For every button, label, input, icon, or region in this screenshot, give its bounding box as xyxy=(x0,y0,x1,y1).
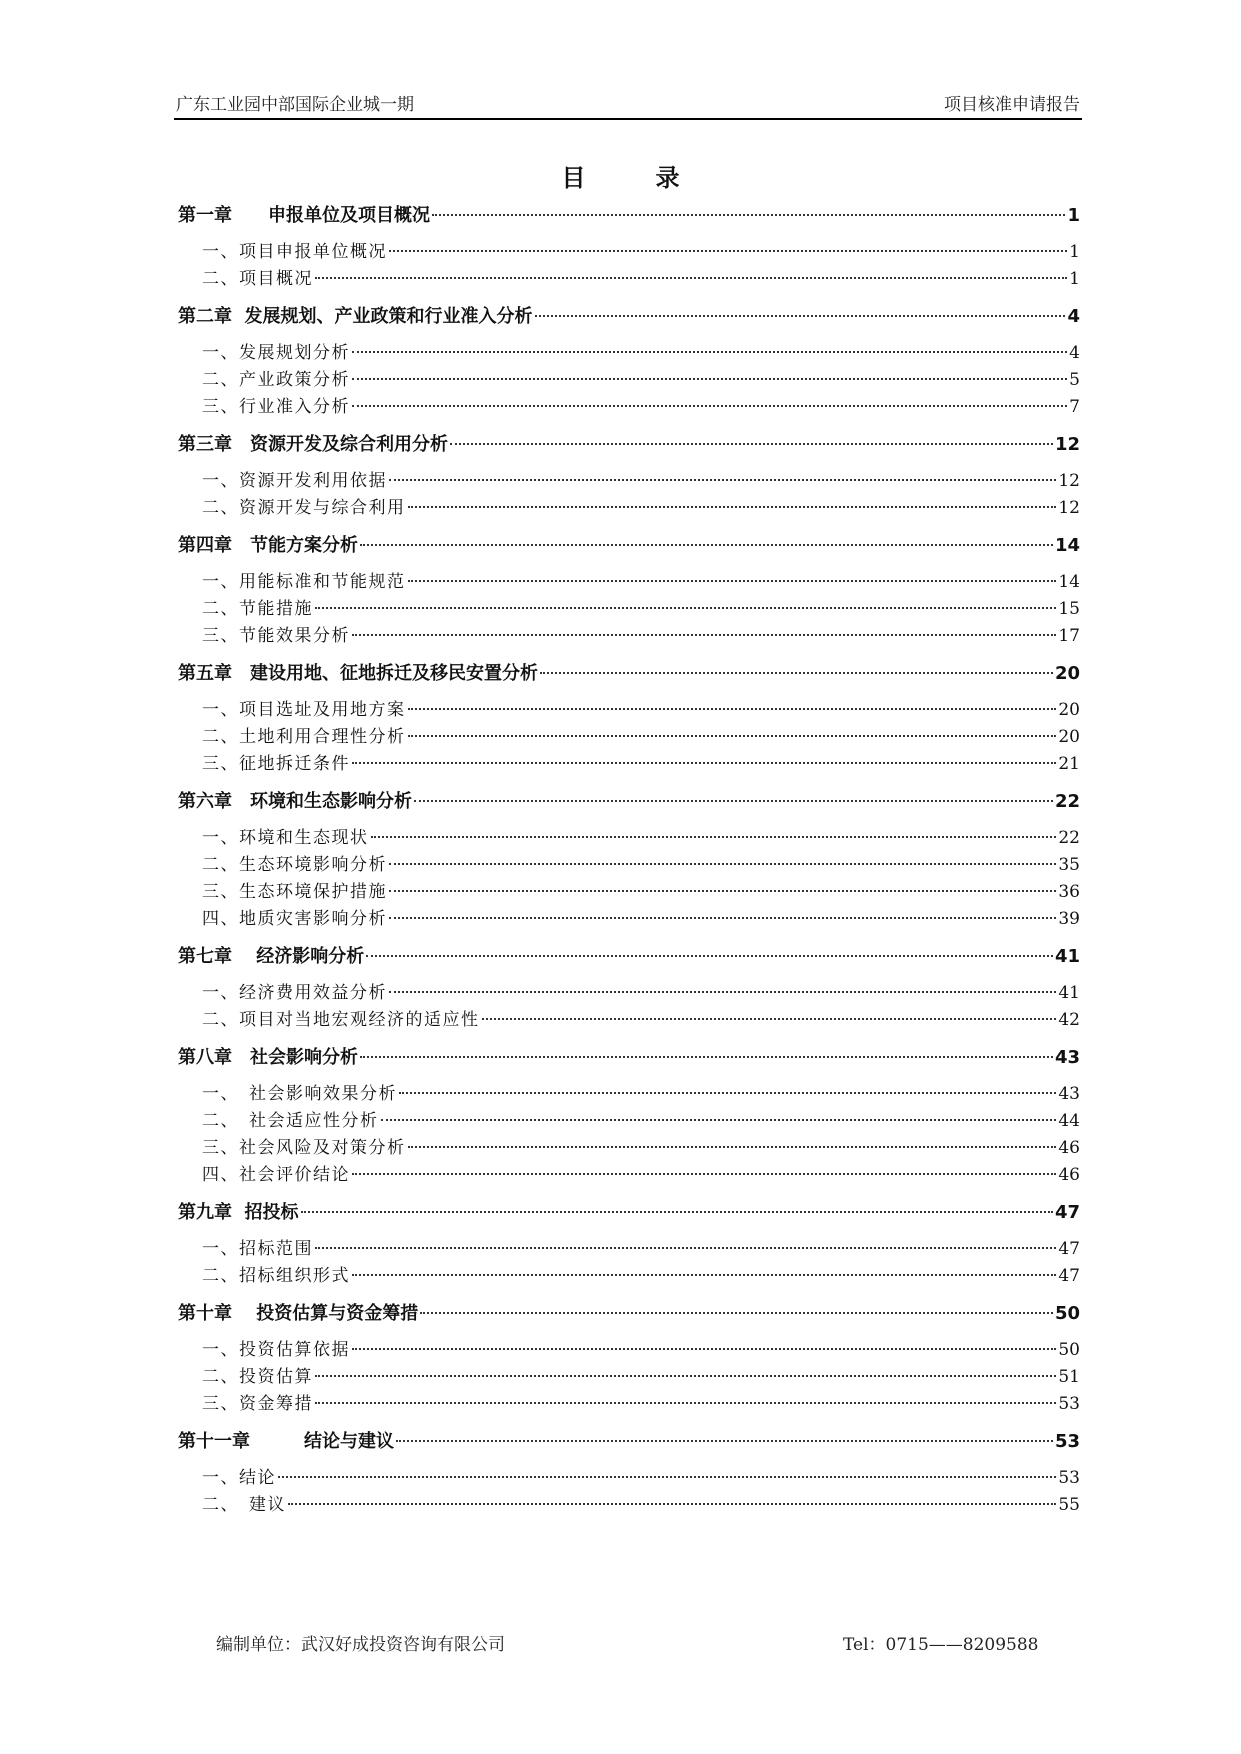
toc-dot-leader xyxy=(408,580,1057,582)
toc-dot-leader xyxy=(352,405,1067,407)
footer-phone: Tel：0715——8209588 xyxy=(843,1635,1039,1655)
toc-entry-label: 四、社会评价结论 xyxy=(202,1165,350,1185)
toc-section-entry[interactable] xyxy=(178,394,1080,421)
toc-chapter-entry[interactable] xyxy=(178,1044,1080,1071)
toc-entry-label: 第八章 社会影响分析 xyxy=(178,1047,358,1068)
header-project-name: 广东工业园中部国际企业城一期 xyxy=(176,95,414,115)
toc-page-number: 42 xyxy=(1058,1010,1080,1030)
toc-entry-label: 一、资源开发利用依据 xyxy=(202,471,387,491)
toc-section-entry[interactable] xyxy=(178,1135,1080,1162)
toc-chapter-entry[interactable] xyxy=(178,943,1080,970)
toc-page-number: 55 xyxy=(1058,1495,1080,1515)
toc-section-entry[interactable] xyxy=(178,1236,1080,1263)
toc-entry-label: 一、经济费用效益分析 xyxy=(202,983,387,1003)
toc-page-number: 1 xyxy=(1069,269,1080,289)
toc-dot-leader xyxy=(360,1056,1053,1058)
toc-entry-label: 第十章 投资估算与资金筹措 xyxy=(178,1303,419,1324)
toc-section-entry[interactable] xyxy=(178,596,1080,623)
toc-page-number: 36 xyxy=(1058,882,1080,902)
toc-page-number: 53 xyxy=(1058,1468,1080,1488)
toc-entry-label: 第六章 环境和生态影响分析 xyxy=(178,791,412,812)
toc-entry-label: 三、行业准入分析 xyxy=(202,397,350,417)
toc-page-number: 39 xyxy=(1058,909,1080,929)
toc-section-entry[interactable] xyxy=(178,1391,1080,1418)
toc-chapter-entry[interactable] xyxy=(178,788,1080,815)
toc-entry-label: 三、社会风险及对策分析 xyxy=(202,1138,406,1158)
toc-page-number: 1 xyxy=(1067,205,1080,226)
toc-page-number: 20 xyxy=(1054,663,1080,684)
toc-entry-label: 二、产业政策分析 xyxy=(202,370,350,390)
toc-dot-leader xyxy=(414,800,1053,802)
toc-page-number: 53 xyxy=(1054,1431,1080,1452)
toc-section-entry[interactable] xyxy=(178,1465,1080,1492)
toc-section-entry[interactable] xyxy=(178,367,1080,394)
toc-section-entry[interactable] xyxy=(178,1007,1080,1034)
toc-entry-label: 二、生态环境影响分析 xyxy=(202,855,387,875)
toc-entry-label: 二、 社会适应性分析 xyxy=(202,1111,379,1131)
toc-page-number: 5 xyxy=(1069,370,1080,390)
toc-dot-leader xyxy=(482,1018,1057,1020)
toc-entry-label: 三、资金筹措 xyxy=(202,1394,313,1414)
table-of-contents xyxy=(178,202,1080,1519)
toc-section-entry[interactable] xyxy=(178,697,1080,724)
toc-dot-leader xyxy=(352,1348,1056,1350)
toc-page-number: 7 xyxy=(1069,397,1080,417)
toc-page-number: 12 xyxy=(1054,434,1080,455)
toc-entry-label: 一、项目选址及用地方案 xyxy=(202,700,406,720)
toc-page-number: 47 xyxy=(1058,1239,1080,1259)
toc-section-entry[interactable] xyxy=(178,1364,1080,1391)
toc-chapter-entry[interactable] xyxy=(178,660,1080,687)
toc-dot-leader xyxy=(301,1211,1053,1213)
toc-page-number: 17 xyxy=(1058,626,1080,646)
toc-entry-label: 第一章 申报单位及项目概况 xyxy=(178,205,430,226)
toc-page-number: 22 xyxy=(1058,828,1080,848)
toc-chapter-entry[interactable] xyxy=(178,1300,1080,1327)
toc-page-number: 51 xyxy=(1058,1367,1080,1387)
toc-dot-leader xyxy=(535,315,1066,317)
toc-dot-leader xyxy=(389,890,1056,892)
toc-page-number: 4 xyxy=(1067,306,1080,327)
toc-dot-leader xyxy=(389,479,1056,481)
toc-entry-label: 二、项目概况 xyxy=(202,269,313,289)
toc-page-number: 4 xyxy=(1069,343,1080,363)
toc-section-entry[interactable] xyxy=(178,569,1080,596)
toc-page-number: 43 xyxy=(1054,1047,1080,1068)
toc-entry-label: 一、项目申报单位概况 xyxy=(202,242,387,262)
toc-dot-leader xyxy=(381,1119,1057,1121)
toc-chapter-entry[interactable] xyxy=(178,431,1080,458)
toc-section-entry[interactable] xyxy=(178,340,1080,367)
toc-dot-leader xyxy=(315,607,1056,609)
toc-dot-leader xyxy=(408,1146,1057,1148)
toc-dot-leader xyxy=(389,991,1056,993)
toc-chapter-entry[interactable] xyxy=(178,202,1080,229)
toc-dot-leader xyxy=(352,351,1067,353)
toc-dot-leader xyxy=(352,378,1067,380)
toc-section-entry[interactable] xyxy=(178,1492,1080,1519)
toc-dot-leader xyxy=(540,672,1053,674)
toc-entry-label: 三、节能效果分析 xyxy=(202,626,350,646)
toc-page-number: 35 xyxy=(1058,855,1080,875)
toc-dot-leader xyxy=(352,762,1056,764)
toc-dot-leader xyxy=(389,250,1067,252)
toc-entry-label: 一、发展规划分析 xyxy=(202,343,350,363)
toc-dot-leader xyxy=(389,917,1056,919)
toc-entry-label: 二、节能措施 xyxy=(202,599,313,619)
toc-chapter-entry[interactable] xyxy=(178,532,1080,559)
toc-entry-label: 二、项目对当地宏观经济的适应性 xyxy=(202,1010,480,1030)
toc-dot-leader xyxy=(315,1247,1056,1249)
toc-section-entry[interactable] xyxy=(178,1162,1080,1189)
toc-entry-label: 三、征地拆迁条件 xyxy=(202,754,350,774)
toc-section-entry[interactable] xyxy=(178,623,1080,650)
toc-entry-label: 一、投资估算依据 xyxy=(202,1340,350,1360)
toc-page-number: 53 xyxy=(1058,1394,1080,1414)
toc-dot-leader xyxy=(396,1440,1053,1442)
toc-page-number: 21 xyxy=(1058,754,1080,774)
toc-dot-leader xyxy=(371,836,1057,838)
toc-entry-label: 第十一章 结论与建议 xyxy=(178,1431,394,1452)
toc-entry-label: 二、投资估算 xyxy=(202,1367,313,1387)
toc-page-number: 20 xyxy=(1058,727,1080,747)
toc-entry-label: 二、土地利用合理性分析 xyxy=(202,727,406,747)
toc-entry-label: 二、招标组织形式 xyxy=(202,1266,350,1286)
toc-dot-leader xyxy=(366,955,1053,957)
toc-page-number: 22 xyxy=(1054,791,1080,812)
toc-entry-label: 四、地质灾害影响分析 xyxy=(202,909,387,929)
toc-section-entry[interactable] xyxy=(178,495,1080,522)
toc-dot-leader xyxy=(389,863,1056,865)
toc-section-entry[interactable] xyxy=(178,468,1080,495)
toc-dot-leader xyxy=(352,634,1056,636)
toc-entry-label: 一、环境和生态现状 xyxy=(202,828,369,848)
footer-organization: 编制单位：武汉好成投资咨询有限公司 xyxy=(216,1635,505,1655)
toc-page-number: 15 xyxy=(1058,599,1080,619)
toc-page-number: 12 xyxy=(1058,498,1080,518)
toc-dot-leader xyxy=(315,277,1067,279)
toc-section-entry[interactable] xyxy=(178,825,1080,852)
toc-page-number: 20 xyxy=(1058,700,1080,720)
toc-section-entry[interactable] xyxy=(178,980,1080,1007)
toc-entry-label: 三、生态环境保护措施 xyxy=(202,882,387,902)
toc-dot-leader xyxy=(399,1092,1056,1094)
toc-section-entry[interactable] xyxy=(178,852,1080,879)
toc-section-entry[interactable] xyxy=(178,1263,1080,1290)
toc-dot-leader xyxy=(420,1312,1053,1314)
toc-dot-leader xyxy=(278,1476,1056,1478)
toc-page-number: 1 xyxy=(1069,242,1080,262)
toc-page-number: 14 xyxy=(1054,535,1080,556)
toc-page-number: 46 xyxy=(1058,1165,1080,1185)
toc-page-number: 46 xyxy=(1058,1138,1080,1158)
toc-page-number: 41 xyxy=(1054,946,1080,967)
toc-dot-leader xyxy=(408,735,1057,737)
toc-entry-label: 一、 社会影响效果分析 xyxy=(202,1084,397,1104)
toc-page-number: 44 xyxy=(1058,1111,1080,1131)
toc-section-entry[interactable] xyxy=(178,266,1080,293)
toc-entry-label: 一、招标范围 xyxy=(202,1239,313,1259)
toc-page-number: 43 xyxy=(1058,1084,1080,1104)
toc-dot-leader xyxy=(315,1375,1056,1377)
toc-section-entry[interactable] xyxy=(178,1337,1080,1364)
toc-entry-label: 第九章 招投标 xyxy=(178,1202,299,1223)
header-report-type: 项目核准申请报告 xyxy=(944,95,1080,115)
toc-chapter-entry[interactable] xyxy=(178,1199,1080,1226)
toc-section-entry[interactable] xyxy=(178,751,1080,778)
toc-dot-leader xyxy=(288,1503,1056,1505)
toc-page-number: 47 xyxy=(1054,1202,1080,1223)
toc-entry-label: 一、用能标准和节能规范 xyxy=(202,572,406,592)
toc-dot-leader xyxy=(360,544,1053,546)
page-title: 目录 xyxy=(561,164,750,192)
toc-entry-label: 第二章 发展规划、产业政策和行业准入分析 xyxy=(178,306,533,327)
toc-chapter-entry[interactable] xyxy=(178,303,1080,330)
toc-section-entry[interactable] xyxy=(178,1108,1080,1135)
toc-page-number: 47 xyxy=(1058,1266,1080,1286)
toc-dot-leader xyxy=(450,443,1053,445)
toc-entry-label: 第五章 建设用地、征地拆迁及移民安置分析 xyxy=(178,663,538,684)
toc-page-number: 41 xyxy=(1058,983,1080,1003)
toc-dot-leader xyxy=(315,1402,1056,1404)
toc-section-entry[interactable] xyxy=(178,1081,1080,1108)
toc-dot-leader xyxy=(408,506,1057,508)
toc-section-entry[interactable] xyxy=(178,906,1080,933)
toc-section-entry[interactable] xyxy=(178,239,1080,266)
toc-page-number: 50 xyxy=(1058,1340,1080,1360)
toc-page-number: 50 xyxy=(1054,1303,1080,1324)
toc-entry-label: 第三章 资源开发及综合利用分析 xyxy=(178,434,448,455)
toc-entry-label: 二、 建议 xyxy=(202,1495,286,1515)
toc-page-number: 12 xyxy=(1058,471,1080,491)
toc-dot-leader xyxy=(408,708,1057,710)
toc-entry-label: 二、资源开发与综合利用 xyxy=(202,498,406,518)
toc-chapter-entry[interactable] xyxy=(178,1428,1080,1455)
toc-dot-leader xyxy=(352,1173,1056,1175)
toc-dot-leader xyxy=(432,214,1065,216)
toc-entry-label: 第四章 节能方案分析 xyxy=(178,535,358,556)
toc-entry-label: 一、结论 xyxy=(202,1468,276,1488)
toc-section-entry[interactable] xyxy=(178,724,1080,751)
toc-section-entry[interactable] xyxy=(178,879,1080,906)
toc-dot-leader xyxy=(352,1274,1056,1276)
page-header xyxy=(174,88,1082,120)
toc-entry-label: 第七章 经济影响分析 xyxy=(178,946,365,967)
toc-page-number: 14 xyxy=(1058,572,1080,592)
